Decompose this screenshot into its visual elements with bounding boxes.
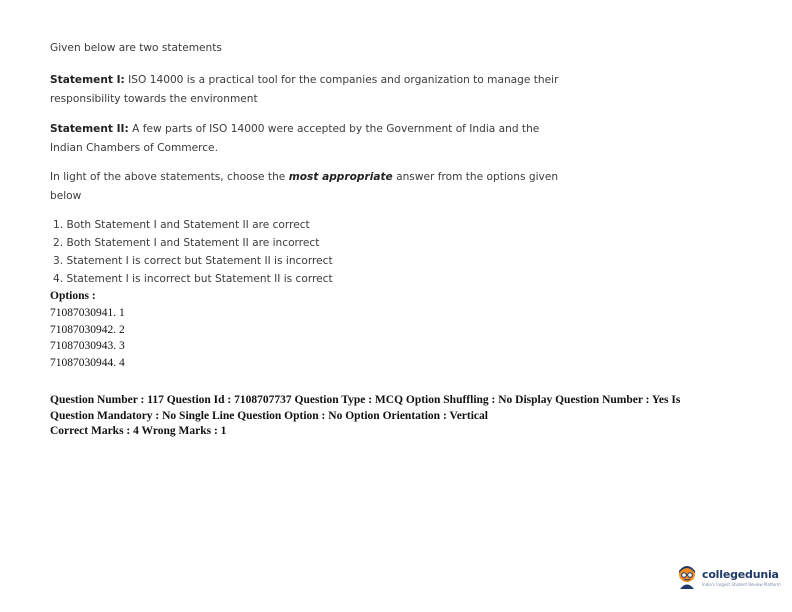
intro-text: Given below are two statements xyxy=(50,42,222,54)
instruction-text xyxy=(50,168,570,206)
statement-1-text: ISO 14000 is a practical tool for the companies and organization to manage their responsibility towards the environment xyxy=(50,74,559,105)
choice-item: 4. Statement I is incorrect but Statement II is correct xyxy=(53,273,333,285)
instruction-before: In light of the above statements, choose the xyxy=(50,171,289,183)
instruction-after: answer from the options given below xyxy=(50,171,559,202)
options-list xyxy=(50,305,125,371)
option-item: 71087030944. 4 xyxy=(50,356,125,369)
statement-2-text: A few parts of ISO 14000 were accepted by the Government of India and the Indian Chambers of Commerce. xyxy=(50,123,540,154)
option-item: 71087030943. 3 xyxy=(50,340,125,352)
logo-text xyxy=(702,568,781,587)
choice-item: 3. Statement I is correct but Statement II is incorrect xyxy=(53,255,333,267)
options-title: Options : xyxy=(50,290,96,302)
statement-2 xyxy=(50,120,570,158)
option-item: 71087030941. 1 xyxy=(50,307,125,319)
choice-item: 2. Both Statement I and Statement II are incorrect xyxy=(53,237,320,249)
mascot-icon xyxy=(676,565,698,589)
choice-item: 1. Both Statement I and Statement II are correct xyxy=(53,219,310,231)
logo-name: collegedunia xyxy=(702,567,779,581)
meta-line-3: Correct Marks : 4 Wrong Marks : 1 xyxy=(50,425,227,437)
option-item: 71087030942. 2 xyxy=(50,323,125,336)
answer-choices xyxy=(53,216,333,288)
meta-line-2: Question Mandatory : No Single Line Question Option : No Option Orientation : Vertical xyxy=(50,409,488,422)
statement-2-label: Statement II: xyxy=(50,123,129,135)
statement-1-label: Statement I: xyxy=(50,74,125,86)
logo-tagline: India's largest Student Review Platform xyxy=(702,581,781,587)
collegedunia-logo xyxy=(676,565,781,589)
statement-1 xyxy=(50,71,570,109)
instruction-emphasis: most appropriate xyxy=(288,171,393,183)
meta-line-1: Question Number : 117 Question Id : 7108707737 Question Type : MCQ Option Shuffling : No Display Question Number : Yes Is xyxy=(50,394,681,406)
question-metadata xyxy=(50,393,750,440)
